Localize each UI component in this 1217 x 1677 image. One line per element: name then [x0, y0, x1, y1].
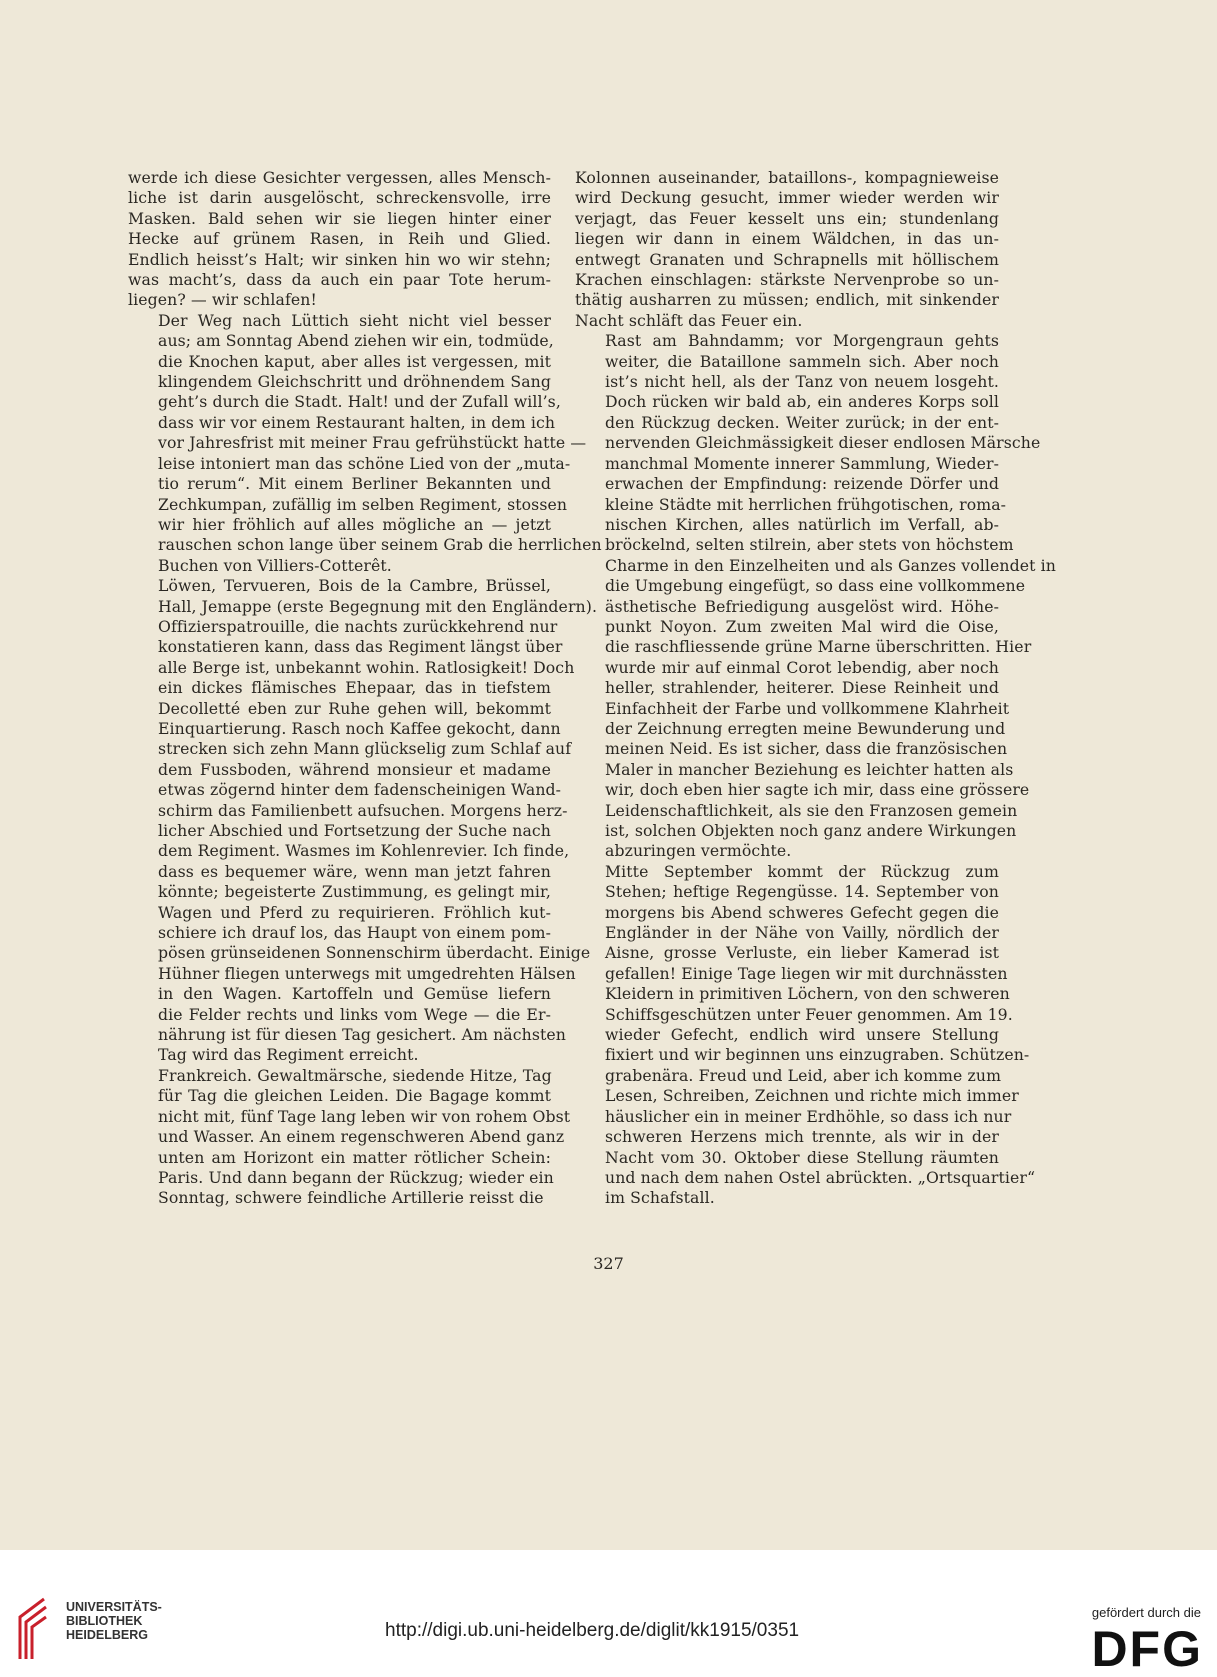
text-line: ästhetische Befriedigung ausgelöst wird. Höhe-	[605, 596, 999, 616]
text-line: Tag wird das Regiment erreicht.	[158, 1045, 419, 1065]
text-line: Krachen einschlagen: stärkste Nervenprobe so un-	[575, 270, 999, 290]
text-line: thätig ausharren zu müssen; endlich, mit sinkender	[575, 290, 999, 310]
text-line: nervenden Gleichmässigkeit dieser endlosen Märsche	[605, 433, 1041, 453]
text-line: erwachen der Empfindung: reizende Dörfer und	[605, 474, 999, 494]
text-line: Doch rücken wir bald ab, ein anderes Korps soll	[605, 392, 999, 412]
text-line: Löwen, Tervueren, Bois de la Cambre, Brüssel,	[158, 576, 551, 596]
text-line: Kolonnen auseinander, bataillons-, kompagnieweise	[575, 168, 999, 187]
text-line: den Rückzug decken. Weiter zurück; in der ent-	[605, 412, 999, 432]
text-line: die Umgebung eingefügt, so dass eine vollkommene	[605, 576, 1026, 596]
text-line: heller, strahlender, heiterer. Diese Reinheit und	[605, 678, 999, 698]
library-logo-icon	[18, 1595, 48, 1661]
library-name-line: HEIDELBERG	[66, 1628, 148, 1642]
text-line: häuslicher ein in meiner Erdhöhle, so dass ich nur	[605, 1106, 1012, 1126]
text-line: wurde mir auf einmal Corot lebendig, aber noch	[605, 657, 999, 677]
text-line: pösen grünseidenen Sonnenschirm überdacht. Einige	[158, 943, 591, 963]
paragraph	[575, 861, 1036, 1209]
text-line: nährung ist für diesen Tag gesichert. Am nächsten	[158, 1025, 566, 1045]
text-line: Buchen von Villiers-Cotterêt.	[158, 555, 392, 575]
text-line: klingendem Gleichschritt und dröhnendem Sang	[158, 372, 551, 392]
text-line: Lesen, Schreiben, Zeichnen und richte mich immer	[605, 1086, 1019, 1106]
text-column-right	[575, 168, 1056, 1209]
text-line: etwas zögernd hinter dem fadenscheinigen Wand-	[158, 780, 562, 800]
text-line: entwegt Granaten und Schrapnells mit höllischem	[575, 249, 999, 269]
text-line: wir hier fröhlich auf alles mögliche an — jetzt	[158, 514, 551, 534]
text-line: abzuringen vermöchte.	[605, 841, 792, 861]
paragraph	[128, 310, 602, 576]
text-line: Masken. Bald sehen wir sie liegen hinter einer	[128, 208, 551, 228]
text-line: schirm das Familienbett aufsuchen. Morgens herz-	[158, 800, 568, 820]
text-line: Mitte September kommt der Rückzug zum	[605, 861, 999, 881]
text-line: liegen wir dann in einem Wäldchen, in das un-	[575, 229, 999, 249]
text-line: liegen? — wir schlafen!	[128, 290, 317, 310]
text-line: Nacht vom 30. Oktober diese Stellung räumten	[605, 1147, 999, 1167]
text-line: aus; am Sonntag Abend ziehen wir ein, todmüde,	[158, 331, 554, 351]
text-line: grabenära. Freud und Leid, aber ich komme zum	[605, 1065, 1002, 1085]
text-line: bröckelnd, selten stilrein, aber stets von höchstem	[605, 535, 1014, 555]
text-column-left	[128, 168, 602, 1209]
text-line: verjagt, das Feuer kesselt uns ein; stundenlang	[575, 208, 999, 228]
text-line: nischen Kirchen, alles natürlich im Verfall, ab-	[605, 514, 999, 534]
text-line: punkt Noyon. Zum zweiten Mal wird die Oise,	[605, 616, 999, 636]
text-line: licher Abschied und Fortsetzung der Suche nach	[158, 821, 551, 840]
text-line: tio rerum“. Mit einem Berliner Bekannten und	[158, 474, 551, 494]
text-line: ein dickes flämisches Ehepaar, das in tiefstem	[158, 678, 551, 698]
text-line: Hühner fliegen unterwegs mit umgedrehten Hälsen	[158, 963, 576, 983]
text-line: morgens bis Abend schweres Gefecht gegen die	[605, 902, 999, 922]
text-line: vor Jahresfrist mit meiner Frau gefrühstückt hatte —	[158, 433, 587, 453]
text-line: Sonntag, schwere feindliche Artillerie reisst die	[158, 1188, 544, 1208]
text-line: konstatieren kann, dass das Regiment längst über	[158, 637, 563, 657]
text-line: kleine Städte mit herrlichen frühgotischen, roma-	[605, 494, 1007, 514]
text-line: Wagen und Pferd zu requirieren. Fröhlich kut-	[158, 902, 551, 922]
text-line: Decolletté eben zur Ruhe gehen will, bekommt	[158, 698, 551, 718]
text-line: geht’s durch die Stadt. Halt! und der Zufall will’s,	[158, 392, 561, 412]
text-line: die Felder rechts und links vom Wege — die Er-	[158, 1004, 551, 1024]
text-line: Aisne, grosse Verluste, ein lieber Kamerad ist	[605, 943, 999, 963]
text-line: dem Fussboden, während monsieur et madame	[158, 759, 551, 779]
text-line: nicht mit, fünf Tage lang leben wir von rohem Obst	[158, 1106, 571, 1126]
text-line: Charme in den Einzelheiten und als Ganzes vollendet in	[605, 555, 1056, 575]
text-line: unten am Horizont ein matter rötlicher Schein:	[158, 1147, 551, 1167]
library-name	[66, 1600, 162, 1642]
text-line: liche ist darin ausgelöscht, schreckensvolle, irre	[128, 188, 551, 208]
text-line: leise intoniert man das schöne Lied von der „muta-	[158, 453, 571, 473]
text-line: meinen Neid. Es ist sicher, dass die französischen	[605, 739, 1008, 759]
text-line: schiere ich drauf los, das Haupt von einem pom-	[158, 923, 551, 943]
text-line: Hall, Jemappe (erste Begegnung mit den Engländern).	[158, 596, 598, 616]
library-name-line: UNIVERSITÄTS-	[66, 1600, 162, 1614]
text-line: Hecke auf grünem Rasen, in Reih und Glied.	[128, 229, 551, 249]
text-line: wir, doch eben hier sagte ich mir, dass eine grössere	[605, 780, 1030, 800]
text-line: Zechkumpan, zufällig im selben Regiment, stossen	[158, 494, 568, 514]
text-line: in den Wagen. Kartoffeln und Gemüse liefern	[158, 984, 551, 1004]
source-url-link[interactable]: http://digi.ub.uni-heidelberg.de/diglit/kk1915/0351	[385, 1620, 800, 1641]
paragraph	[575, 331, 1056, 862]
text-line: Stehen; heftige Regengüsse. 14. September von	[605, 882, 999, 902]
text-line: Leidenschaftlichkeit, als sie den Franzosen gemein	[605, 800, 1018, 820]
text-line: Schiffsgeschützen unter Feuer genommen. Am 19.	[605, 1004, 1013, 1024]
text-line: die Knochen kaput, aber alles ist vergessen, mit	[158, 351, 551, 371]
paragraph	[575, 168, 999, 331]
text-line: Rast am Bahndamm; vor Morgengraun gehts	[605, 331, 999, 351]
text-line: der Zeichnung erregten meine Bewunderung und	[605, 718, 1006, 738]
text-line: was macht’s, dass da auch ein paar Tote herum-	[128, 270, 551, 290]
text-line: rauschen schon lange über seinem Grab die herrlichen	[158, 535, 602, 555]
text-line: dass es bequemer wäre, wenn man jetzt fahren	[158, 861, 551, 881]
text-line: dem Regiment. Wasmes im Kohlenrevier. Ich finde,	[158, 841, 570, 861]
text-line: Paris. Und dann begann der Rückzug; wieder ein	[158, 1167, 554, 1187]
text-line: im Schafstall.	[605, 1188, 715, 1208]
text-line: wieder Gefecht, endlich wird unsere Stellung	[605, 1025, 999, 1045]
text-line: dass wir vor einem Restaurant halten, in dem ich	[158, 412, 556, 432]
library-name-line: BIBLIOTHEK	[66, 1614, 143, 1628]
text-line: weiter, die Bataillone sammeln sich. Aber noch	[605, 351, 999, 371]
text-line: Endlich heisst’s Halt; wir sinken hin wo wir stehn;	[128, 249, 551, 269]
text-line: schweren Herzens mich trennte, als wir in der	[605, 1127, 999, 1147]
text-line: die raschfliessende grüne Marne überschritten. Hier	[605, 637, 1032, 657]
text-line: werde ich diese Gesichter vergessen, alles Mensch-	[128, 168, 551, 187]
dfg-logo: DFG	[1091, 1621, 1203, 1677]
page-number: 327	[593, 1254, 624, 1273]
text-line: ist’s nicht hell, als der Tanz von neuem losgeht.	[605, 372, 999, 392]
text-line: Einfachheit der Farbe und vollkommene Klahrheit	[605, 698, 1010, 718]
text-line: könnte; begeisterte Zustimmung, es gelingt mir,	[158, 882, 551, 902]
paragraph	[128, 576, 598, 1066]
sponsor-label: gefördert durch die	[1091, 1605, 1201, 1620]
text-line: Kleidern in primitiven Löchern, von den schweren	[605, 984, 1010, 1004]
text-line: und Wasser. An einem regenschweren Abend ganz	[158, 1127, 565, 1147]
text-line: Nacht schläft das Feuer ein.	[575, 310, 803, 330]
paragraph	[128, 168, 551, 311]
text-line: manchmal Momente innerer Sammlung, Wieder-	[605, 453, 999, 473]
text-line: Einquartierung. Rasch noch Kaffee gekocht, dann	[158, 718, 561, 738]
text-line: wird Deckung gesucht, immer wieder werden wir	[575, 188, 999, 208]
paragraph	[128, 1065, 571, 1209]
text-line: alle Berge ist, unbekannt wohin. Ratlosigkeit! Doch	[158, 657, 575, 677]
footer-bar	[0, 1550, 1217, 1675]
text-line: gefallen! Einige Tage liegen wir mit durchnässten	[605, 963, 1008, 983]
text-line: ist, solchen Objekten noch ganz andere Wirkungen	[605, 821, 1017, 840]
text-line: Frankreich. Gewaltmärsche, siedende Hitze, Tag	[158, 1065, 552, 1085]
text-line: strecken sich zehn Mann glückselig zum Schlaf auf	[158, 739, 572, 759]
text-line: und nach dem nahen Ostel abrückten. „Ortsquartier“	[605, 1167, 1036, 1187]
text-line: Engländer in der Nähe von Vailly, nördlich der	[605, 923, 999, 943]
text-line: fixiert und wir beginnen uns einzugraben. Schützen-	[605, 1045, 1030, 1065]
text-line: Maler in mancher Beziehung es leichter hatten als	[605, 759, 1014, 779]
text-line: Offizierspatrouille, die nachts zurückkehrend nur	[158, 616, 558, 636]
text-line: Der Weg nach Lüttich sieht nicht viel besser	[158, 310, 551, 330]
text-line: für Tag die gleichen Leiden. Die Bagage kommt	[158, 1086, 551, 1106]
